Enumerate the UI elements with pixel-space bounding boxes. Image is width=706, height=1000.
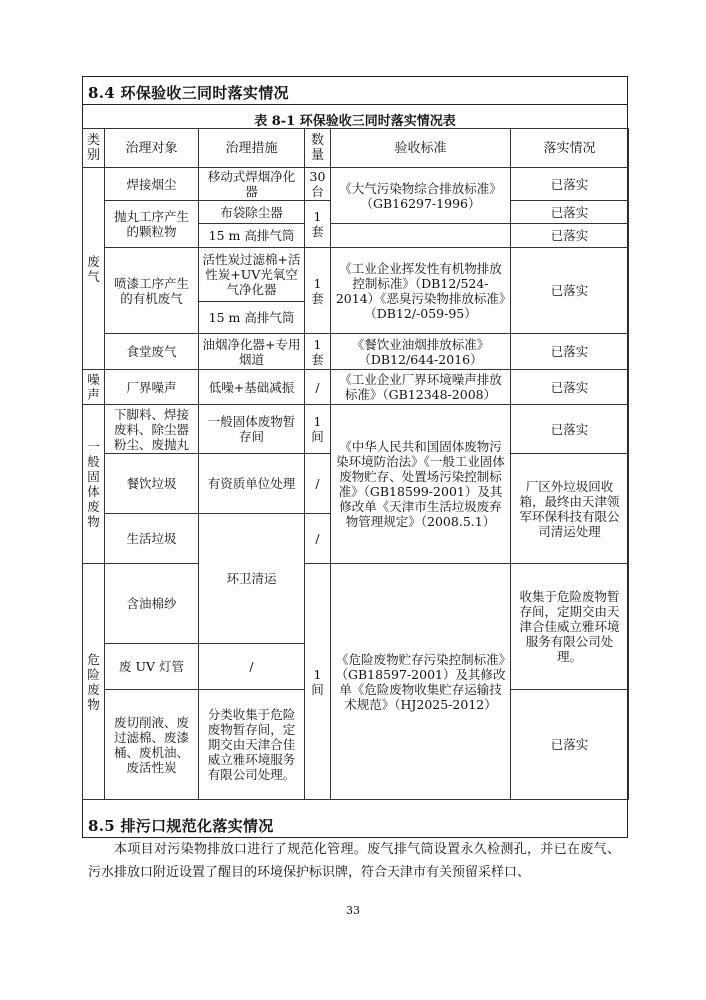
cell-status: 收集于危险废物暂存间，定期交由天津合佳威立雅环境服务有限公司处理。 (511, 564, 629, 690)
header-quantity: 数量 (305, 129, 331, 168)
cell-quantity: / (305, 514, 331, 564)
cell-quantity: 1间 (305, 564, 331, 800)
cell-quantity: 30台 (305, 168, 331, 201)
cell-status: 已落实 (511, 334, 629, 370)
cell-status: 已落实 (511, 370, 629, 405)
cell-measure: 活性炭过滤棉+活性炭+UV光氧空气净化器 (199, 248, 305, 302)
category-solid-waste: 一般固体废物 (83, 405, 105, 564)
cell-quantity: 1套 (305, 248, 331, 334)
table-row (83, 564, 629, 644)
cell-status: 厂区外垃圾回收箱，最终由天津领军环保科技有限公司清运处理 (511, 454, 629, 564)
table-row (83, 334, 629, 370)
section-8-5-body: 本项目对污染物排放口进行了规范化管理。废气排气筒设置永久检测孔，并已在废气、污水排放口附近设置了醒目的环境保护标识牌，符合天津市有关预留采样口、 (88, 842, 620, 880)
cell-target: 餐饮垃圾 (105, 454, 199, 514)
cell-measure: 15 m 高排气筒 (199, 302, 305, 334)
cell-quantity: 1套 (305, 334, 331, 370)
cell-measure: / (199, 644, 305, 690)
acceptance-table (82, 128, 629, 800)
cell-standard-empty (331, 224, 511, 248)
cell-target: 下脚料、焊接废料、除尘器粉尘、废抛丸 (105, 405, 199, 454)
cell-target: 生活垃圾 (105, 514, 199, 564)
cell-quantity: / (305, 370, 331, 405)
cell-measure: 一般固体废物暂存间 (199, 405, 305, 454)
cell-quantity: 1间 (305, 405, 331, 454)
cell-standard: 《危险废物贮存污染控制标准》（GB18597-2001）及其修改单《危险废物收集贮存运输技术规范》（HJ2025-2012） (331, 564, 511, 800)
cell-target: 厂界噪声 (105, 370, 199, 405)
cell-measure: 移动式焊烟净化器 (199, 168, 305, 201)
header-measure: 治理措施 (199, 129, 305, 168)
cell-target: 含油棉纱 (105, 564, 199, 644)
cell-status: 已落实 (511, 224, 629, 248)
cell-quantity: / (305, 454, 331, 514)
category-waste-gas: 废气 (83, 168, 105, 370)
cell-status: 已落实 (511, 405, 629, 454)
cell-measure: 油烟净化器+专用烟道 (199, 334, 305, 370)
cell-measure: 环卫清运 (199, 514, 305, 644)
cell-target: 废切削液、废过滤棉、废漆桶、废机油、废活性炭 (105, 690, 199, 800)
cell-measure: 低噪+基础减振 (199, 370, 305, 405)
cell-status: 已落实 (511, 201, 629, 224)
category-hazardous-waste: 危险废物 (83, 564, 105, 800)
cell-standard: 《工业企业厂界环境噪声排放标准》（GB12348-2008） (331, 370, 511, 405)
divider (82, 104, 628, 105)
table-row (83, 168, 629, 201)
cell-standard: 《工业企业挥发性有机物排放控制标准》（DB12/524-2014）《恶臭污染物排放标准》（DB12/-059-95） (331, 248, 511, 334)
table-row (83, 370, 629, 405)
category-noise: 噪声 (83, 370, 105, 405)
cell-quantity: 1套 (305, 201, 331, 248)
cell-status: 已落实 (511, 690, 629, 800)
cell-standard: 《大气污染物综合排放标准》（GB16297-1996） (331, 168, 511, 224)
header-category: 类别 (83, 129, 105, 168)
cell-standard: 《餐饮业油烟排放标准》（DB12/644-2016） (331, 334, 511, 370)
cell-standard: 《中华人民共和国固体废物污染环境防治法》《一般工业固体废物贮存、处置场污染控制标准》（GB18599-2001）及其修改单《天津市生活垃圾废弃物管理规定》（2008.5.1） (331, 405, 511, 564)
cell-measure: 有资质单位处理 (199, 454, 305, 514)
cell-target: 废 UV 灯管 (105, 644, 199, 690)
header-target: 治理对象 (105, 129, 199, 168)
cell-status: 已落实 (511, 248, 629, 334)
page-number: 33 (346, 904, 360, 917)
header-standard: 验收标准 (331, 129, 511, 168)
section-8-5-title: 8.5 排污口规范化落实情况 (88, 817, 274, 835)
header-status: 落实情况 (511, 129, 629, 168)
cell-status: 已落实 (511, 168, 629, 201)
cell-target: 抛丸工序产生的颗粒物 (105, 201, 199, 248)
cell-target: 喷漆工序产生的有机废气 (105, 248, 199, 334)
cell-measure: 分类收集于危险废物暂存间，定期交由天津合佳威立雅环境服务有限公司处理。 (199, 690, 305, 800)
section-8-4-title: 8.4 环保验收三同时落实情况 (88, 84, 289, 102)
table-row (83, 405, 629, 454)
cell-measure: 15 m 高排气筒 (199, 224, 305, 248)
table-header-row (83, 129, 629, 168)
cell-measure: 布袋除尘器 (199, 201, 305, 224)
table-caption: 表 8-1 环保验收三同时落实情况表 (254, 114, 456, 129)
cell-target: 焊接烟尘 (105, 168, 199, 201)
table-row (83, 248, 629, 302)
cell-target: 食堂废气 (105, 334, 199, 370)
